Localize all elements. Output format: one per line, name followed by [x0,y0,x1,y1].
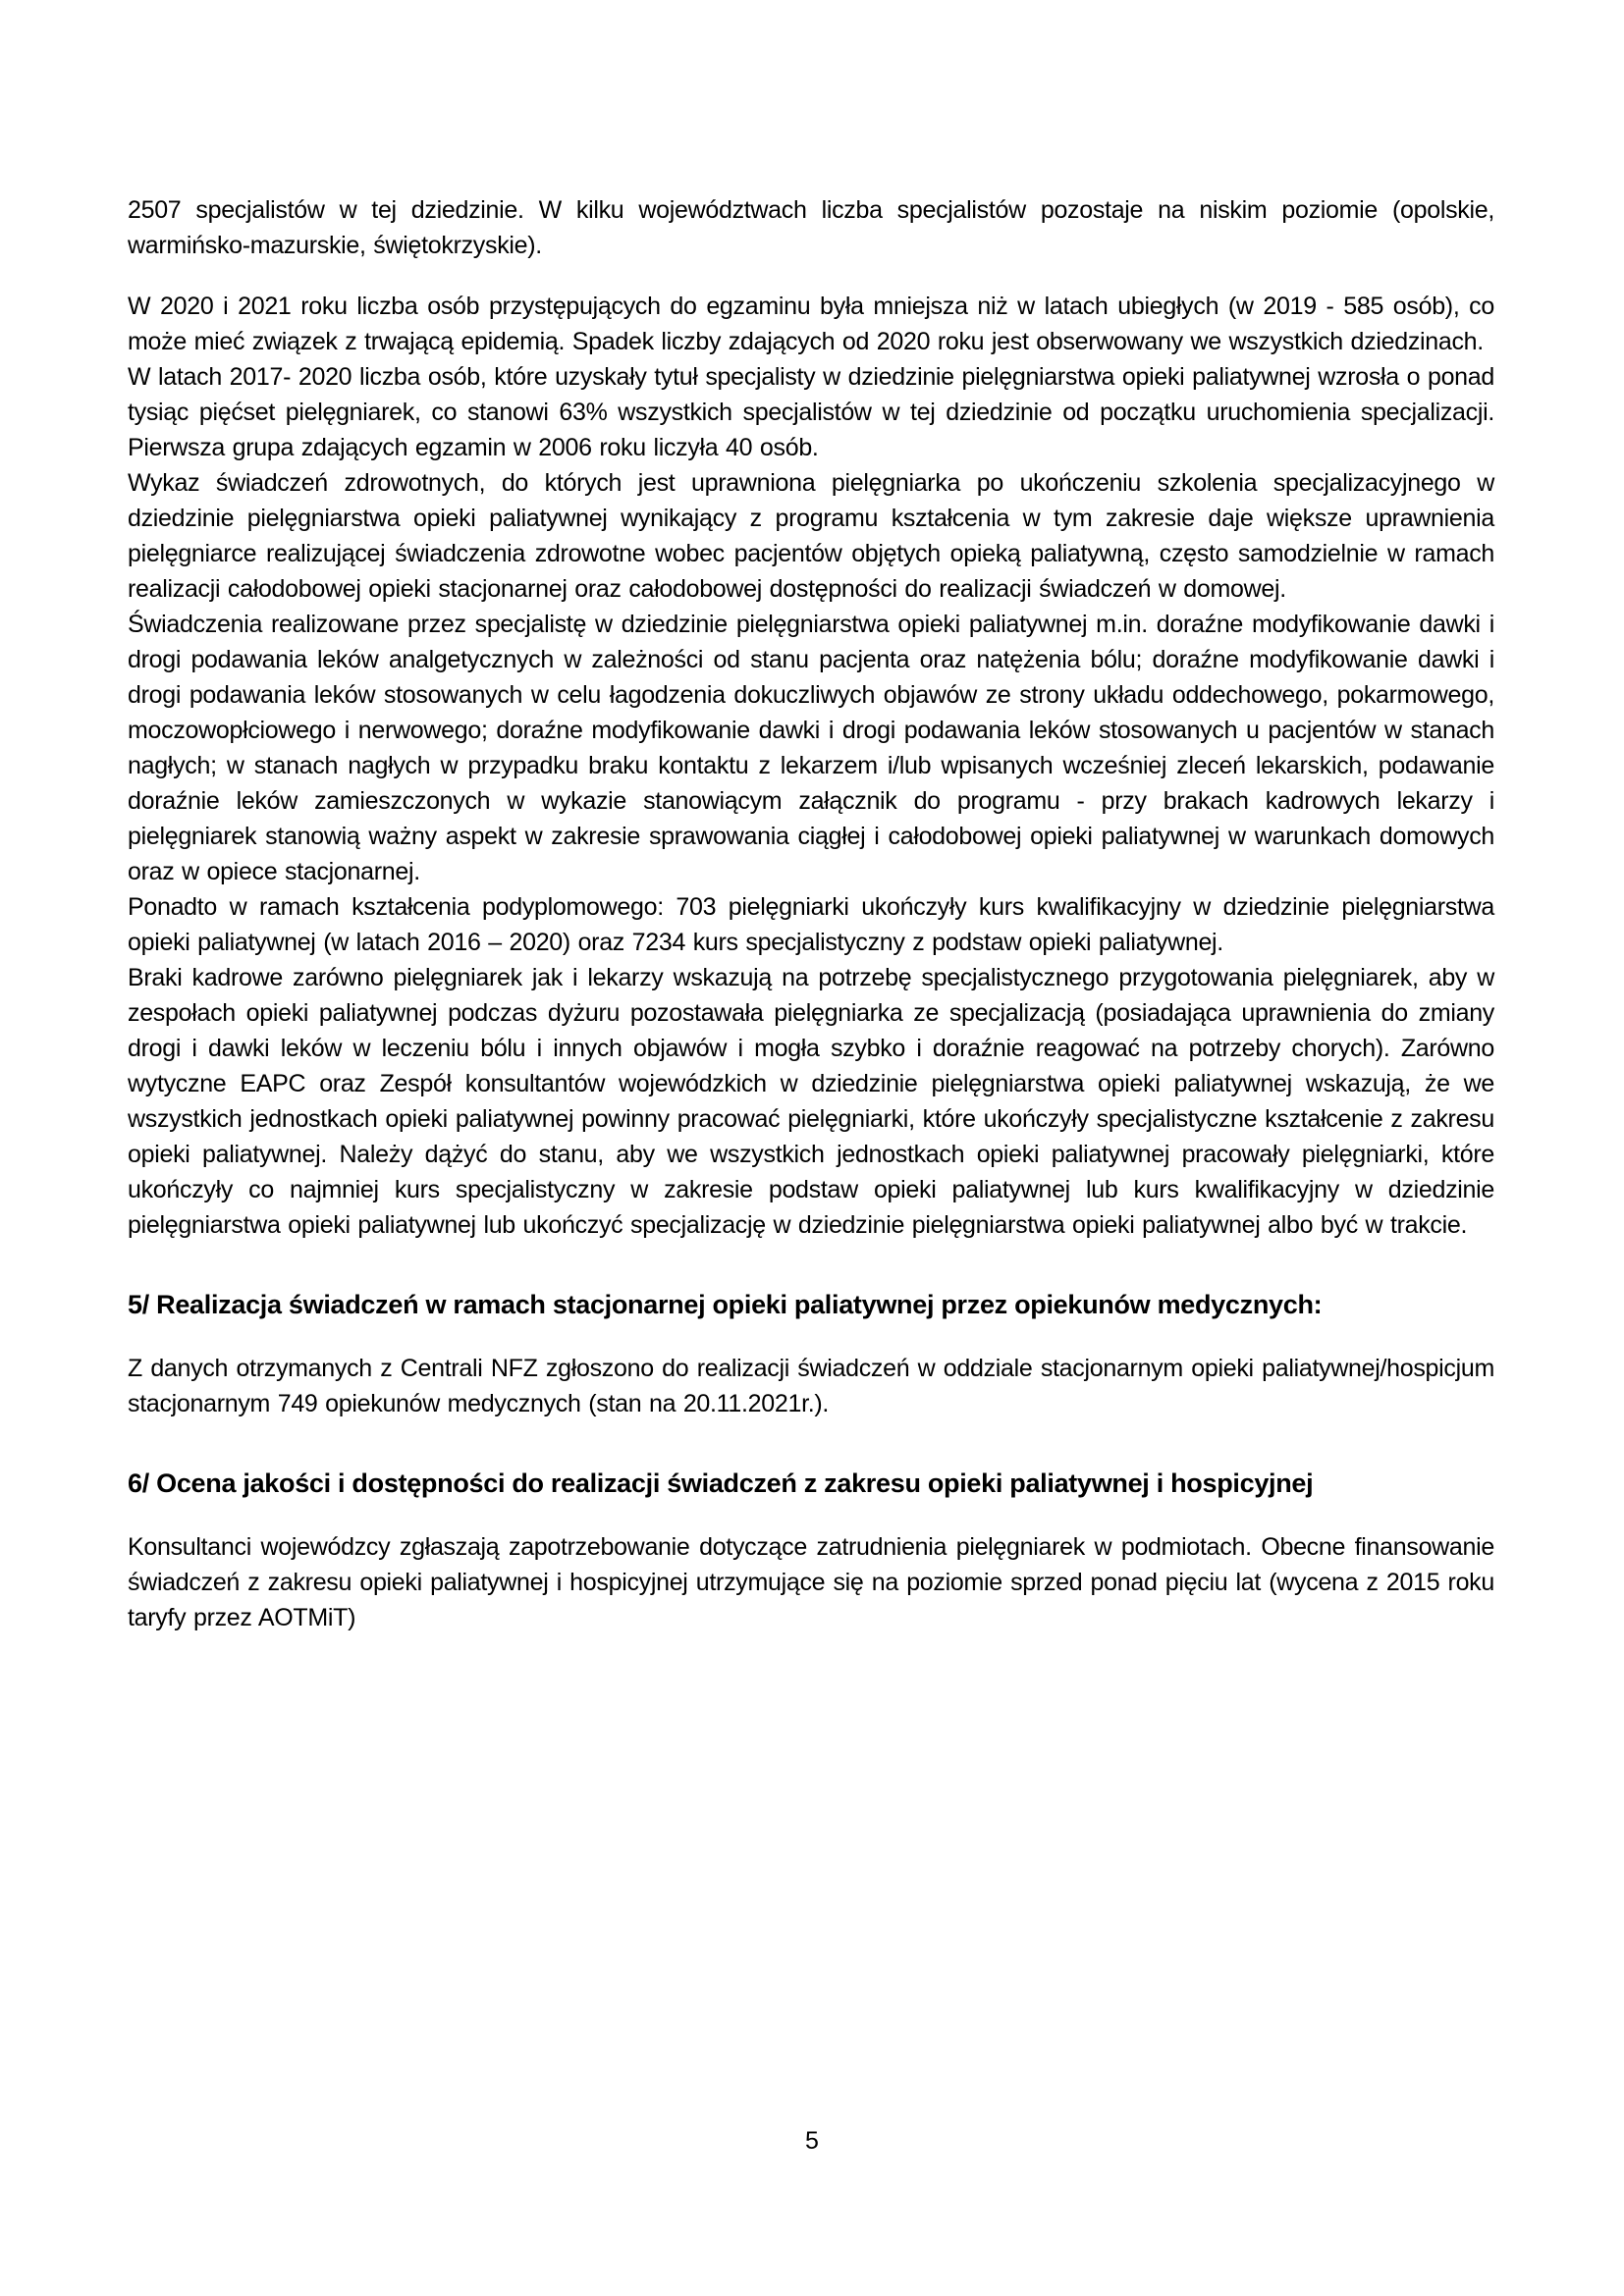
paragraph-specialists-2017-2020: W latach 2017- 2020 liczba osób, które uzyskały tytuł specjalisty w dziedzinie pielęgniarstwa opieki paliatywnej wzrosła o ponad tysiąc pięćset pielęgniarek, co stanowi 63% wszystkich specjalistów w tej dziedzinie od początku uruchomienia specjalizacji. Pierwsza grupa zdających egzamin w 2006 roku liczyła 40 osób. [128,363,1494,461]
paragraph-intro: 2507 specjalistów w tej dziedzinie. W kilku województwach liczba specjalistów pozostaje na niskim poziomie (opolskie, warmińsko-mazurskie, świętokrzyskie). [128,196,1494,259]
section-heading-6: 6/ Ocena jakości i dostępności do realizacji świadczeń z zakresu opieki paliatywnej i hospicyjnej [128,1468,1314,1498]
section-heading-5: 5/ Realizacja świadczeń w ramach stacjonarnej opieki paliatywnej przez opiekunów medycznych: [128,1290,1323,1319]
page-number: 5 [805,2127,819,2155]
paragraph-postgraduate-education: Ponadto w ramach kształcenia podyplomowego: 703 pielęgniarki ukończyły kurs kwalifikacyjny w dziedzinie pielęgniarstwa opieki paliatywnej (w latach 2016 – 2020) oraz 7234 kurs specjalistyczny z podstaw opieki paliatywnej. [128,893,1494,956]
paragraph-consultants: Konsultanci wojewódzcy zgłaszają zapotrzebowanie dotyczące zatrudnienia pielęgniarek w podmiotach. Obecne finansowanie świadczeń z zakresu opieki paliatywnej i hospicyjnej utrzymujące się na poziomie sprzed ponad pięciu lat (wycena z 2015 roku taryfy przez AOTMiT) [128,1533,1494,1631]
document-content [128,192,1494,1635]
paragraph-health-services-list: Wykaz świadczeń zdrowotnych, do których jest uprawniona pielęgniarka po ukończeniu szkolenia specjalizacyjnego w dziedzinie pielęgniarstwa opieki paliatywnej wynikający z programu kształcenia w tym zakresie daje większe uprawnienia pielęgniarce realizującej świadczenia zdrowotne wobec pacjentów objętych opieką paliatywną, często samodzielnie w ramach realizacji całodobowej opieki stacjonarnej oraz całodobowej dostępności do realizacji świadczeń w domowej. [128,469,1494,603]
paragraph-exam-2020-2021: W 2020 i 2021 roku liczba osób przystępujących do egzaminu była mniejsza niż w latach ubiegłych (w 2019 - 585 osób), co może mieć związek z trwającą epidemią. Spadek liczby zdających od 2020 roku jest obserwowany we wszystkich dziedzinach. [128,293,1494,355]
paragraph-specialist-services: Świadczenia realizowane przez specjalistę w dziedzinie pielęgniarstwa opieki paliatywnej m.in. doraźne modyfikowanie dawki i drogi podawania leków analgetycznych w zależności od stanu pacjenta oraz natężenia bólu; doraźne modyfikowanie dawki i drogi podawania leków stosowanych w celu łagodzenia dokuczliwych objawów ze strony układu oddechowego, pokarmowego, moczowopłciowego i nerwowego; doraźne modyfikowanie dawki i drogi podawania leków stosowanych u pacjentów w stanach nagłych; w stanach nagłych w przypadku braku kontaktu z lekarzem i/lub wpisanych wcześniej zleceń lekarskich, podawanie doraźnie leków zamieszczonych w wykazie stanowiącym załącznik do programu - przy brakach kadrowych lekarzy i pielęgniarek stanowią ważny aspekt w zakresie sprawowania ciągłej i całodobowej opieki paliatywnej w warunkach domowych oraz w opiece stacjonarnej. [128,611,1494,885]
paragraph-staff-shortages: Braki kadrowe zarówno pielęgniarek jak i lekarzy wskazują na potrzebę specjalistycznego przygotowania pielęgniarek, aby w zespołach opieki paliatywnej podczas dyżuru pozostawała pielęgniarka ze specjalizacją (posiadająca uprawnienia do zmiany drogi i dawki leków w leczeniu bólu i innych objawów i mogła szybko i doraźnie reagować na potrzeby chorych). Zarówno wytyczne EAPC oraz Zespół konsultantów wojewódzkich w dziedzinie pielęgniarstwa opieki paliatywnej wskazują, że we wszystkich jednostkach opieki paliatywnej powinny pracować pielęgniarki, które ukończyły specjalistyczne kształcenie z zakresu opieki paliatywnej. Należy dążyć do stanu, aby we wszystkich jednostkach opieki paliatywnej pracowały pielęgniarki, które ukończyły co najmniej kurs specjalistyczny w zakresie podstaw opieki paliatywnej lub kurs kwalifikacyjny w dziedzinie pielęgniarstwa opieki paliatywnej lub ukończyć specjalizację w dziedzinie pielęgniarstwa opieki paliatywnej albo być w trakcie. [128,964,1494,1239]
paragraph-nfz-data: Z danych otrzymanych z Centrali NFZ zgłoszono do realizacji świadczeń w oddziale stacjonarnym opieki paliatywnej/hospicjum stacjonarnym 749 opiekunów medycznych (stan na 20.11.2021r.). [128,1355,1494,1417]
